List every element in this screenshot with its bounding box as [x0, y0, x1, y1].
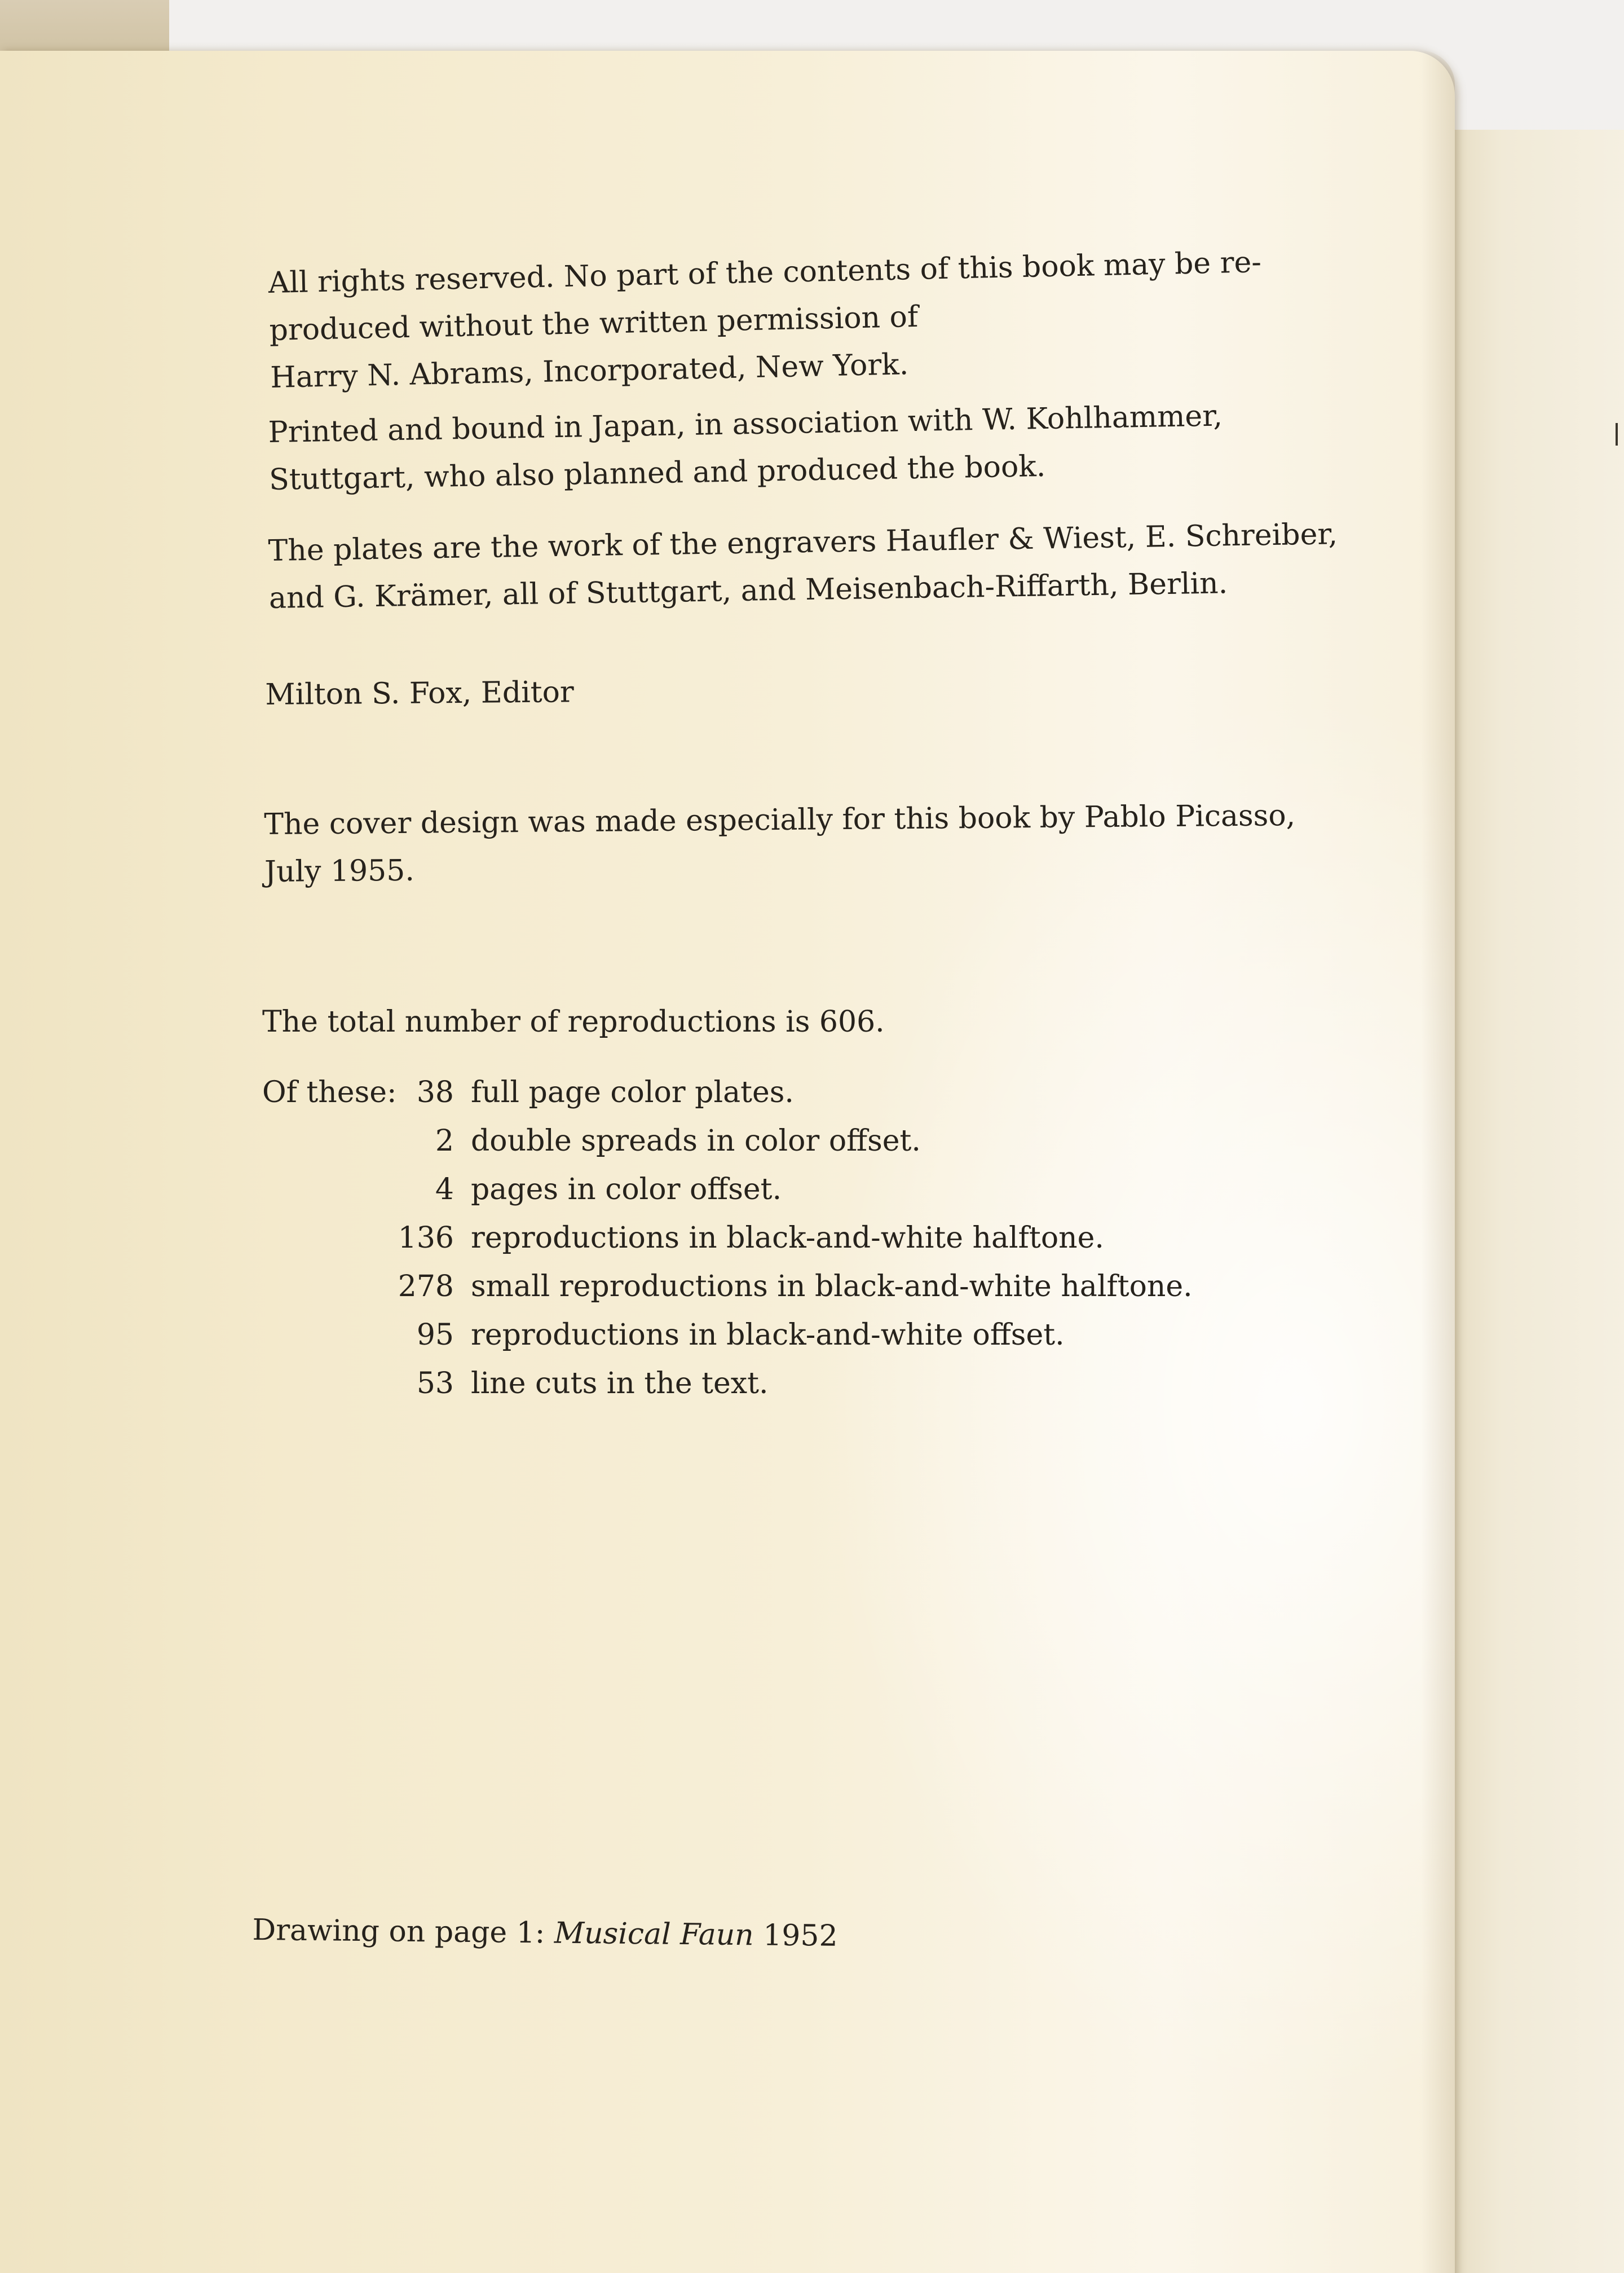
adjacent-page-mark	[1616, 423, 1618, 446]
drawing-credit	[252, 1906, 838, 1960]
breakdown-row	[262, 1069, 1277, 1117]
breakdown-description: line cuts in the text.	[471, 1367, 769, 1400]
drawing-credit-year: 1952	[753, 1918, 838, 1953]
breakdown-count: 38	[416, 1076, 454, 1109]
printing-paragraph	[268, 392, 1224, 504]
cover-paragraph	[264, 792, 1296, 896]
breakdown-label: Of these:	[262, 1076, 397, 1109]
drawing-credit-title: Musical Faun	[554, 1916, 754, 1953]
rights-line-1: All rights reserved. No part of the contents of this book may be re-	[268, 245, 1262, 300]
breakdown-count: 95	[416, 1318, 454, 1352]
breakdown-list	[262, 1069, 1334, 1430]
cover-line-1: The cover design was made especially for this book by Pablo Picasso,	[264, 799, 1296, 842]
breakdown-count: 2	[435, 1124, 454, 1158]
breakdown-description: small reproductions in black-and-white halftone.	[471, 1270, 1193, 1303]
plates-line-1: The plates are the work of the engravers Haufler & Wiest, E. Schreiber,	[268, 517, 1338, 568]
breakdown-description: reproductions in black-and-white halftone.	[471, 1221, 1104, 1255]
rights-line-2: produced without the written permission of	[269, 299, 919, 347]
breakdown-description: full page color plates.	[471, 1076, 794, 1109]
breakdown-count: 278	[398, 1270, 454, 1303]
plates-paragraph	[268, 510, 1339, 622]
breakdown-row	[262, 1263, 1277, 1311]
breakdown-row	[262, 1117, 1277, 1166]
printing-line-2: Stuttgart, who also planned and produced the book.	[268, 449, 1046, 497]
adjacent-page	[1432, 130, 1624, 2273]
breakdown-count: 4	[435, 1173, 454, 1206]
plates-line-2: and G. Krämer, all of Stuttgart, and Meisenbach-Riffarth, Berlin.	[268, 566, 1228, 615]
book-page	[0, 51, 1455, 2273]
printing-line-1: Printed and bound in Japan, in association with W. Kohlhammer,	[268, 399, 1223, 450]
cover-line-2: July 1955.	[264, 853, 415, 889]
breakdown-description: pages in color offset.	[471, 1173, 782, 1206]
breakdown-count: 136	[398, 1221, 454, 1255]
breakdown-row	[262, 1214, 1277, 1263]
rights-paragraph	[268, 239, 1264, 402]
breakdown-row	[262, 1311, 1277, 1360]
breakdown-row	[262, 1166, 1277, 1214]
breakdown-count: 53	[416, 1367, 454, 1400]
breakdown-row	[262, 1360, 1277, 1408]
rights-line-3: Harry N. Abrams, Incorporated, New York.	[270, 347, 909, 395]
breakdown-description: double spreads in color offset.	[471, 1124, 921, 1158]
drawing-credit-prefix: Drawing on page 1:	[252, 1913, 555, 1950]
editor-line: Milton S. Fox, Editor	[265, 675, 575, 712]
breakdown-description: reproductions in black-and-white offset.	[471, 1318, 1065, 1352]
total-reproductions: The total number of reproductions is 606.	[262, 1005, 885, 1039]
